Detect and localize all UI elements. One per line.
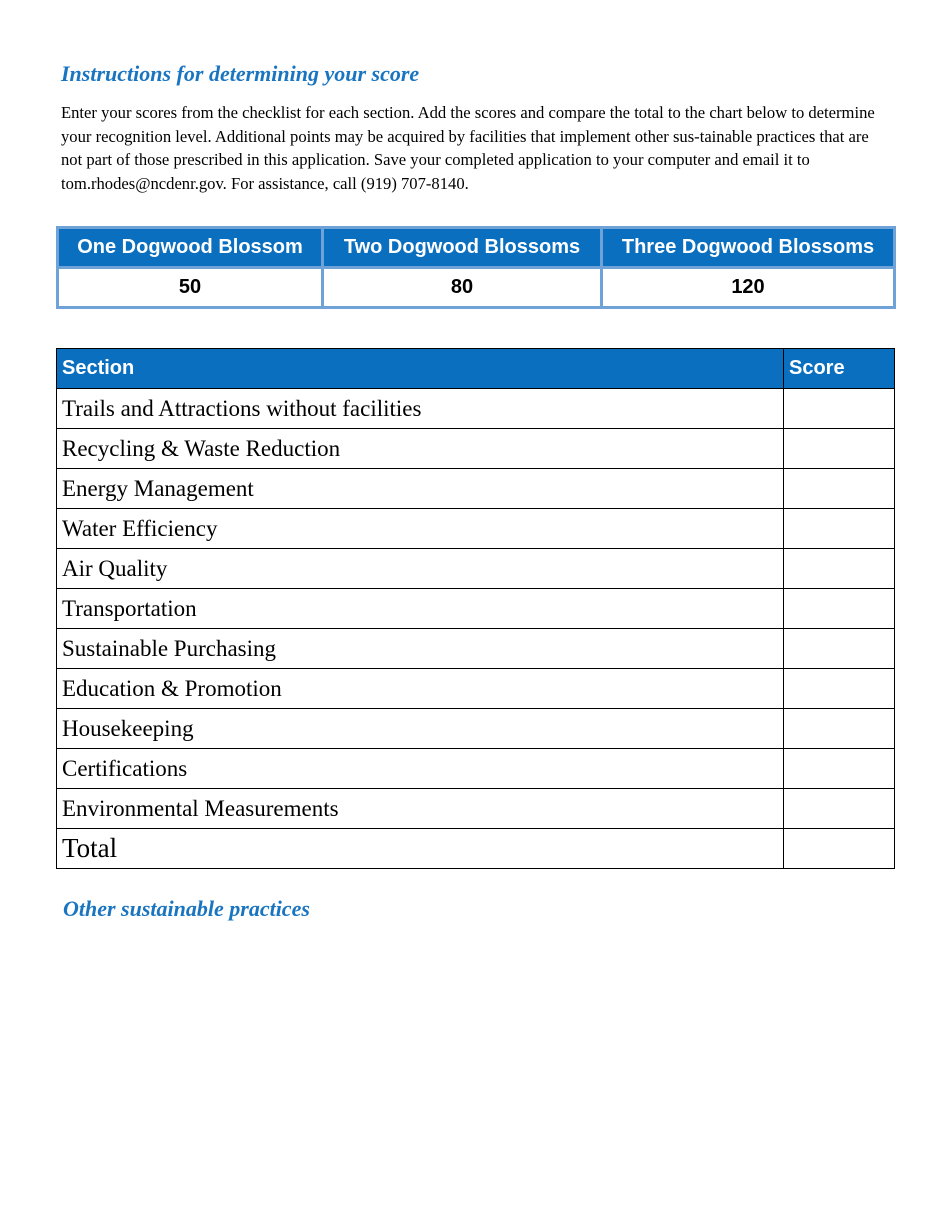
total-score-field[interactable]	[784, 829, 895, 869]
table-row	[57, 429, 895, 469]
total-label: Total	[57, 829, 784, 869]
level-points: 50	[58, 268, 323, 308]
score-field[interactable]	[784, 789, 895, 829]
levels-header-row	[58, 228, 895, 268]
score-column-header: Score	[784, 349, 895, 389]
instructions-paragraph: Enter your scores from the checklist for each section. Add the scores and compare the total to the chart below to determine your recognition level. Additional points may be acquired by facilities that implement other sus-tainable practices that are not part of those prescribed in this application. Save your completed application to your computer and email it to tom.rhodes@ncdenr.gov. For assistance, call (919) 707-8140.	[61, 103, 875, 193]
score-field[interactable]	[784, 389, 895, 429]
section-label: Education & Promotion	[57, 669, 784, 709]
score-field[interactable]	[784, 669, 895, 709]
section-label: Trails and Attractions without facilities	[57, 389, 784, 429]
table-row	[57, 709, 895, 749]
section-label: Transportation	[57, 589, 784, 629]
table-row	[57, 549, 895, 589]
level-points: 120	[602, 268, 895, 308]
section-column-header: Section	[57, 349, 784, 389]
table-row	[57, 509, 895, 549]
score-field[interactable]	[784, 629, 895, 669]
section-label: Recycling & Waste Reduction	[57, 429, 784, 469]
table-row	[57, 789, 895, 829]
score-field[interactable]	[784, 429, 895, 469]
table-row	[57, 669, 895, 709]
total-row	[57, 829, 895, 869]
table-row	[57, 469, 895, 509]
score-field[interactable]	[784, 509, 895, 549]
section-label: Certifications	[57, 749, 784, 789]
level-points: 80	[323, 268, 602, 308]
section-label: Sustainable Purchasing	[57, 629, 784, 669]
level-header: One Dogwood Blossom	[58, 228, 323, 268]
levels-points-row	[58, 268, 895, 308]
other-practices-heading: Other sustainable practices	[63, 896, 310, 921]
score-field[interactable]	[784, 749, 895, 789]
score-field[interactable]	[784, 469, 895, 509]
section-label: Water Efficiency	[57, 509, 784, 549]
section-label: Housekeeping	[57, 709, 784, 749]
score-field[interactable]	[784, 709, 895, 749]
score-field[interactable]	[784, 589, 895, 629]
table-row	[57, 589, 895, 629]
score-field[interactable]	[784, 549, 895, 589]
section-label: Environmental Measurements	[57, 789, 784, 829]
recognition-levels-table	[56, 226, 896, 309]
table-row	[57, 629, 895, 669]
section-label: Energy Management	[57, 469, 784, 509]
section-score-table	[56, 348, 895, 869]
section-header-row	[57, 349, 895, 389]
table-row	[57, 389, 895, 429]
section-label: Air Quality	[57, 549, 784, 589]
level-header: Three Dogwood Blossoms	[602, 228, 895, 268]
instructions-heading: Instructions for determining your score	[61, 61, 420, 86]
table-row	[57, 749, 895, 789]
level-header: Two Dogwood Blossoms	[323, 228, 602, 268]
